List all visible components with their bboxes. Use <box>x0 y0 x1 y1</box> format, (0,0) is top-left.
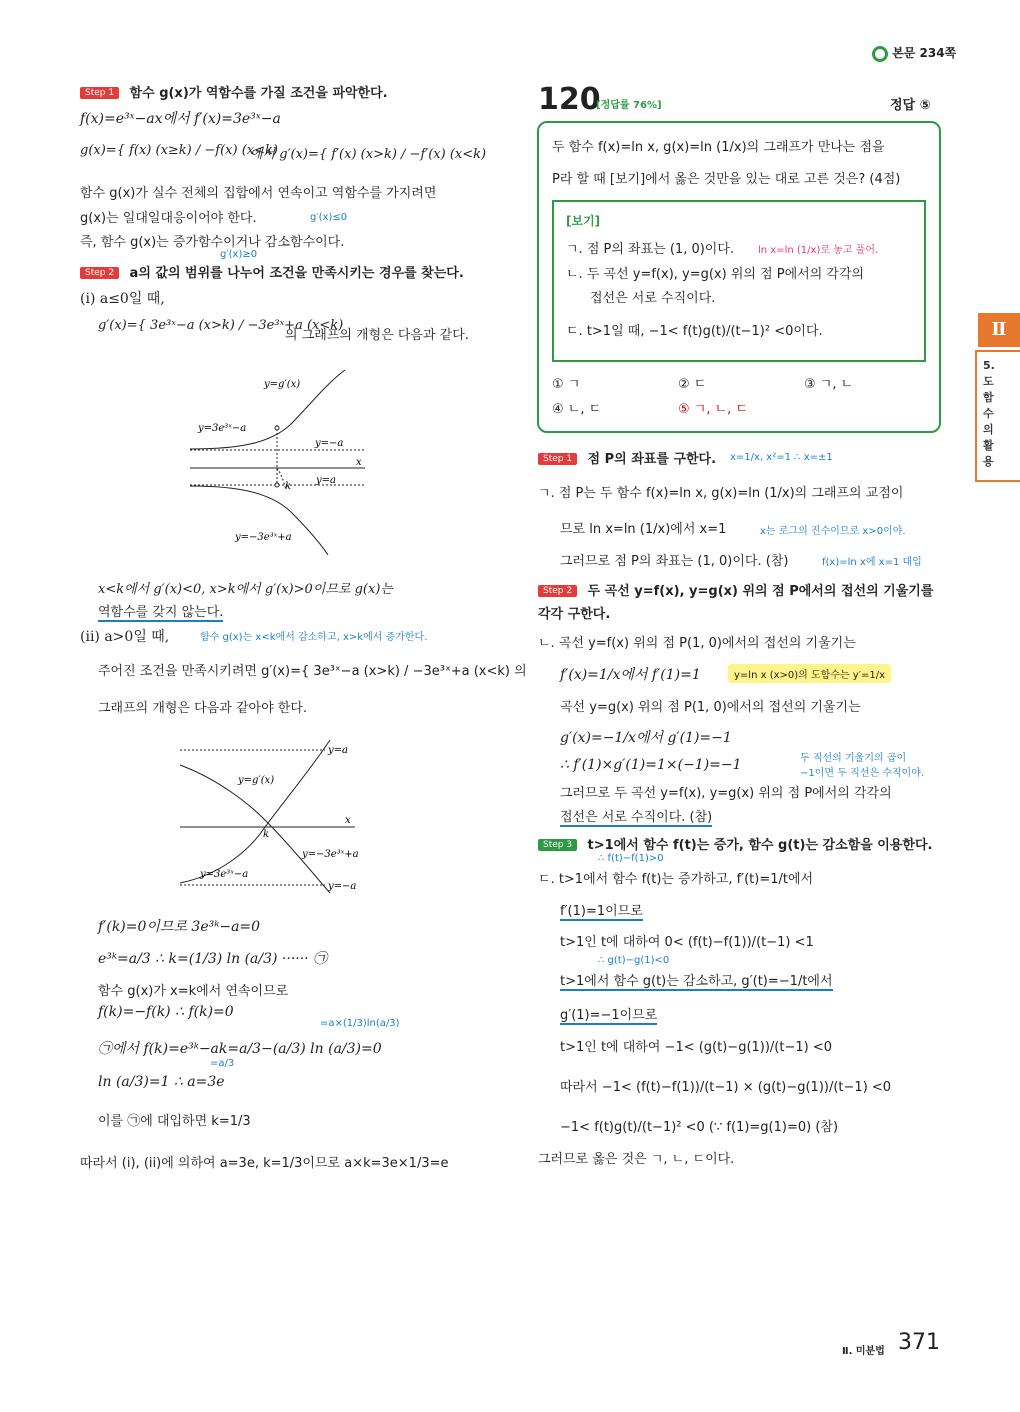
answer: 정답 ⑤ <box>890 98 931 113</box>
g2-label-k: k <box>263 829 270 840</box>
correct-rate: [정답률 76%] <box>596 100 662 111</box>
note-ak: =a×(1/3)ln(a/3) <box>320 1018 400 1029</box>
r-line-8: ∴ f′(1)×g′(1)=1×(−1)=−1 <box>560 757 742 773</box>
choice-5[interactable]: ⑤ ㄱ, ㄴ, ㄷ <box>678 402 748 417</box>
r-line-1: ㄱ. 점 P는 두 함수 f(x)=ln x, g(x)=ln (1/x)의 그래프의 교점이 <box>538 486 904 501</box>
case1-tail: 의 그래프의 개형은 다음과 같다. <box>285 328 469 343</box>
graph-case2 <box>170 735 390 900</box>
g1-label-top: y=g′(x) <box>264 379 301 390</box>
g2-label-x: x <box>345 815 351 826</box>
case1-eq: g′(x)={ 3e³ˣ−a (x>k) / −3e³ˣ+a (x<k) <box>98 318 344 333</box>
choice-3[interactable]: ③ ㄱ, ㄴ <box>804 377 854 392</box>
r-line-15: g′(1)=−1이므로 <box>560 1004 657 1025</box>
page-number: 371 <box>898 1330 940 1355</box>
r-line-5: f′(x)=1/x에서 f′(1)=1 <box>560 667 701 683</box>
g2-label-a4: y=3e³ˣ−a <box>200 869 249 880</box>
r-line-11: ㄷ. t>1에서 함수 f(t)는 증가하고, f′(t)=1/t에서 <box>538 872 814 887</box>
r-line-9: 그러므로 두 곡선 y=f(x), y=g(x) 위의 점 P에서의 각각의 <box>560 786 892 801</box>
eq-3: 함수 g(x)가 x=k에서 연속이므로 <box>98 984 289 999</box>
right-step2 <box>538 580 933 599</box>
open-point <box>275 426 279 430</box>
g1-label-a4: y=−3e³ˣ+a <box>235 532 292 543</box>
g1-label-a3: y=a <box>316 475 336 486</box>
r-line-12: f′(1)=1이므로 <box>560 900 643 921</box>
problem-number: 120 <box>538 82 601 117</box>
r-line-17: 따라서 −1< (f(t)−f(1))/(t−1) × (g(t)−g(1))/(t−1) <0 <box>560 1080 892 1095</box>
r-note-3a: 두 직선의 기울기의 곱이 <box>800 753 907 764</box>
g1-label-a2: y=−a <box>315 438 344 449</box>
r-line-18: −1< f(t)g(t)/(t−1)² <0 (∵ f(1)=g(1)=0) (참) <box>560 1120 839 1135</box>
step1-badge: Step 1 <box>80 87 119 99</box>
r-note-5: ∴ g(t)−g(1)<0 <box>598 955 670 966</box>
g2-label-a2: y=g′(x) <box>238 775 275 786</box>
left-step2 <box>80 262 464 281</box>
left-line-2b: 에서 g′(x)={ f′(x) (x>k) / −f′(x) (x<k) <box>250 147 487 162</box>
page-ref-text: 본문 234쪽 <box>892 46 957 60</box>
case2-line-a: 주어진 조건을 만족시키려면 g′(x)={ 3e³ˣ−a (x>k) / −3e³ˣ+a (x<k) 의 <box>98 664 527 679</box>
left-line-4: g(x)는 일대일대응이어야 한다. <box>80 211 257 226</box>
step2-title: a의 값의 범위를 나누어 조건을 만족시키는 경우를 찾는다. <box>129 266 464 281</box>
step2-badge: Step 2 <box>80 267 119 279</box>
r-step3-badge: Step 3 <box>538 839 577 851</box>
right-step3 <box>538 834 932 853</box>
side-roman-tab[interactable]: Ⅱ <box>978 313 1020 347</box>
case2-line-b: 그래프의 개형은 다음과 같아야 한다. <box>98 701 308 716</box>
curve-neg3e-a <box>190 486 328 555</box>
side-tab-label: 5. 도함수의 활용 <box>983 359 995 468</box>
r-note-3b: −1이면 두 직선은 수직이야. <box>800 768 925 779</box>
bogi-item-2b: 접선은 서로 수직이다. <box>590 291 716 306</box>
note-increasing: g′(x)≥0 <box>220 249 258 260</box>
r-line-16: t>1인 t에 대하여 −1< (g(t)−g(1))/(t−1) <0 <box>560 1040 833 1055</box>
r-line-7: g′(x)=−1/x에서 g′(1)=−1 <box>560 730 732 746</box>
choice-4[interactable]: ④ ㄴ, ㄷ <box>552 402 602 417</box>
g2-label-a5: y=−a <box>328 881 357 892</box>
r-line-13: t>1인 t에 대하여 0< (f(t)−f(1))/(t−1) <1 <box>560 935 814 950</box>
eq-2: e³ᵏ=a/3 ∴ k=(1/3) ln (a/3) ······ ㉠ <box>98 951 328 967</box>
note-decreasing: g′(x)≤0 <box>310 212 348 223</box>
left-line-3: 함수 g(x)가 실수 전체의 집합에서 연속이고 역함수를 가지려면 <box>80 186 437 201</box>
g2-label-a3: y=−3e³ˣ+a <box>302 849 359 860</box>
bogi-title: [보기] <box>566 214 601 228</box>
case1-conclusion-2: 역함수를 갖지 않는다. <box>98 601 223 622</box>
page-ref <box>872 44 956 62</box>
r-note-2: f(x)=ln x에 x=1 대입 <box>822 557 922 568</box>
left-step1 <box>80 82 388 101</box>
eq-7: 이를 ㉠에 대입하면 k=1/3 <box>98 1114 251 1129</box>
note-case1: 함수 g(x)는 x<k에서 감소하고, x>k에서 증가한다. <box>200 632 428 643</box>
r-step1-badge: Step 1 <box>538 453 577 465</box>
side-tab[interactable] <box>975 350 1020 482</box>
left-line-2a: g(x)={ f(x) (x≥k) / −f(x) (x<k) <box>80 143 278 158</box>
left-line-1: f(x)=e³ˣ−ax에서 f′(x)=3e³ˣ−a <box>80 111 281 127</box>
r-step2-title-2: 각각 구한다. <box>538 607 611 622</box>
question-line-2: P라 할 때 [보기]에서 옳은 것만을 있는 대로 고른 것은? (4점) <box>552 172 901 187</box>
right-step1 <box>538 448 716 467</box>
r-note-1: x는 로그의 진수이므로 x>0이야. <box>760 526 906 537</box>
eq-6: ln (a/3)=1 ∴ a=3e <box>98 1074 225 1090</box>
g1-label-k: k <box>285 481 292 492</box>
eq-8: 따라서 (i), (ii)에 의하여 a=3e, k=1/3이므로 a×k=3e×1/3=e <box>80 1156 449 1171</box>
r-line-10: 접선은 서로 수직이다. (참) <box>560 806 712 827</box>
choice-1[interactable]: ① ㄱ <box>552 377 581 392</box>
bogi-item-2: ㄴ. 두 곡선 y=f(x), y=g(x) 위의 점 P에서의 각각의 <box>566 267 865 282</box>
r-line-6: 곡선 y=g(x) 위의 점 P(1, 0)에서의 접선의 기울기는 <box>560 700 861 715</box>
r-step1-note: x=1/x, x²=1 ∴ x=±1 <box>730 452 833 463</box>
eq-4: f(k)=−f(k) ∴ f(k)=0 <box>98 1004 234 1020</box>
r-step3-title: t>1에서 함수 f(t)는 증가, 함수 g(t)는 감소함을 이용한다. <box>587 838 933 853</box>
note-a3: =a/3 <box>210 1058 235 1069</box>
r-line-14: t>1에서 함수 g(t)는 감소하고, g′(t)=−1/t에서 <box>560 970 833 991</box>
case1-conclusion: x<k에서 g′(x)<0, x>k에서 g′(x)>0이므로 g(x)는 <box>98 582 393 597</box>
graph-case1 <box>180 365 390 560</box>
eq-1: f′(k)=0이므로 3e³ᵏ−a=0 <box>98 919 261 935</box>
r-line-3: 그러므로 점 P의 좌표는 (1, 0)이다. (참) <box>560 554 789 569</box>
r-note-4: ∴ f(t)−f(1)>0 <box>598 853 664 864</box>
question-line-1: 두 함수 f(x)=ln x, g(x)=ln (1/x)의 그래프가 만나는 점을 <box>552 140 885 155</box>
r-step2-title: 두 곡선 y=f(x), y=g(x) 위의 점 P에서의 접선의 기울기를 <box>587 584 934 599</box>
curve-3e-a <box>180 740 330 883</box>
r-line-19: 그러므로 옳은 것은 ㄱ, ㄴ, ㄷ이다. <box>538 1152 735 1167</box>
step1-title: 함수 g(x)가 역함수를 가질 조건을 파악한다. <box>129 86 388 101</box>
case-2: (ii) a>0일 때, <box>80 629 170 645</box>
bogi-item-3: ㄷ. t>1일 때, −1< f(t)g(t)/(t−1)² <0이다. <box>566 324 823 339</box>
g1-label-x: x <box>356 457 362 468</box>
bogi-item-1: ㄱ. 점 P의 좌표는 (1, 0)이다. <box>566 242 735 257</box>
g2-label-a1: y=a <box>328 745 348 756</box>
eq-5: ㉠에서 f(k)=e³ᵏ−ak=a/3−(a/3) ln (a/3)=0 <box>98 1041 382 1057</box>
r-highlight: y=ln x (x>0)의 도함수는 y′=1/x <box>728 664 891 683</box>
left-line-5: 즉, 함수 g(x)는 증가함수이거나 감소함수이다. <box>80 235 345 250</box>
choice-2[interactable]: ② ㄷ <box>678 377 707 392</box>
r-line-2: 므로 ln x=ln (1/x)에서 x=1 <box>560 522 727 537</box>
case-1: (i) a≤0일 때, <box>80 291 165 307</box>
r-step2-badge: Step 2 <box>538 585 577 597</box>
r-step1-title: 점 P의 좌표를 구한다. <box>587 452 717 467</box>
r-line-4: ㄴ. 곡선 y=f(x) 위의 점 P(1, 0)에서의 접선의 기울기는 <box>538 636 856 651</box>
circle-icon <box>872 46 888 62</box>
open-point-2 <box>275 483 279 487</box>
g1-label-a1: y=3e³ˣ−a <box>198 423 247 434</box>
bogi-hint: ln x=ln (1/x)로 놓고 풀어. <box>758 245 879 256</box>
footer-chapter: Ⅱ. 미분법 <box>842 1346 885 1357</box>
